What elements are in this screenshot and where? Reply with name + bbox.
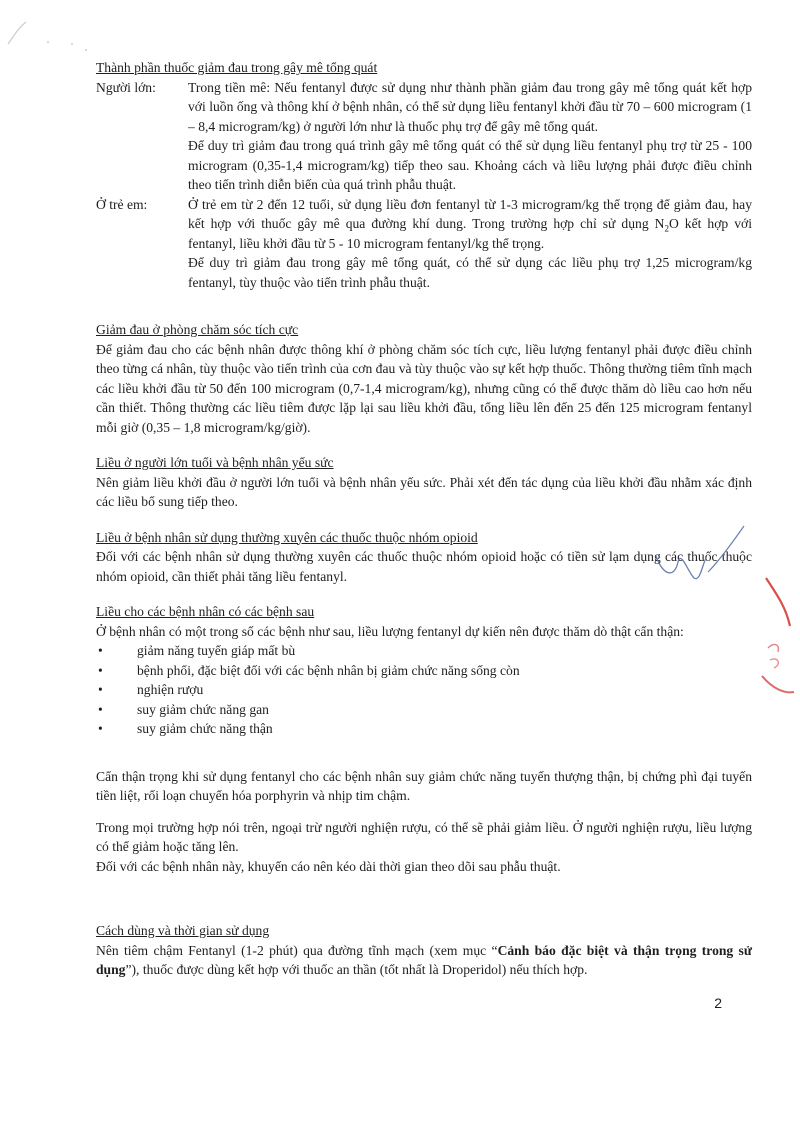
caution-paragraph: Cẩn thận trọng khi sử dụng fentanyl cho các bệnh nhân suy giảm chức năng tuyến thượng thận, bị chứng phì đại tuyến tiền liệt, rối loạn chuyển hóa porphyrin và nhịp tim chậm.: [96, 768, 752, 803]
dose-adjustment-paragraph: Trong mọi trường hợp nói trên, ngoại trừ người nghiện rượu, có thể sẽ phải giảm liều. Ở người nghiện rượu, liều lượng có thể giảm hoặc tăng lên.: [96, 819, 752, 854]
opioid-paragraph: Đối với các bệnh nhân sử dụng thường xuyên các thuốc thuộc nhóm opioid hoặc có tiền sử lạm dụng các thuốc thuộc nhóm opioid, cần thiết phải tăng liều fentanyl.: [96, 549, 752, 584]
elderly-paragraph: Nên giảm liều khởi đầu ở người lớn tuổi và bệnh nhân yếu sức. Phải xét đến tác dụng của liều khởi đầu nhằm xác định các liều bổ sung tiếp theo.: [96, 474, 752, 509]
icu-paragraph: Để giảm đau cho các bệnh nhân được thông khí ở phòng chăm sóc tích cực, liều lượng fentanyl phải được điều chỉnh theo từng cá nhân, tùy thuộc vào tiến trình của cơn đau và tùy thuộc vào sự kết hợp thuốc. Thông thường tiêm tĩnh mạch các liều khởi đầu từ 50 đến 100 microgram (0,7-1,4 microgram/kg), nhưng cũng có thể được thăm dò liều cao hơn nếu cần thiết. Thông thường các liều tiêm được lặp lại sau liều khởi đầu, tổng liều lên đến 25 đến 125 microgram fentanyl mỗi giờ (0,35 – 1,8 microgram/kg/giờ).: [96, 341, 752, 435]
adult-maintenance-paragraph: Để duy trì giảm đau trong quá trình gây mê tổng quát có thể sử dụng liều fentanyl phụ trợ từ 25 - 100 microgram (0,35-1,4 microgram/kg) tiếp theo sau. Khoảng cách và liều lượng phải được điều chỉnh theo tiến trình diễn biến của quá trình phẫu thuật.: [188, 138, 752, 192]
administration-paragraph: Nên tiêm chậm Fentanyl (1-2 phút) qua đường tĩnh mạch (xem mục “Cảnh báo đặc biệt và thận trọng trong sử dụng”), thuốc được dùng kết hợp với thuốc an thần (tốt nhất là Droperidol) nếu thích hợp.: [96, 942, 752, 977]
monitoring-paragraph: Đối với các bệnh nhân này, khuyến cáo nên kéo dài thời gian theo dõi sau phẫu thuật.: [96, 858, 561, 874]
section-heading-icu: Giảm đau ở phòng chăm sóc tích cực: [96, 322, 299, 337]
child-initial-paragraph: Ở trẻ em từ 2 đến 12 tuổi, sử dụng liều đơn fentanyl từ 1-3 microgram/kg thể trọng để giảm đau, hay kết hợp với thuốc gây mê qua đường khí dung. Trong trường hợp chỉ sử dụng $N_2O$ kết hợp với fentanyl, liều khởi đầu từ 5 - 10 microgram fentanyl/kg thể trọng.: [188, 196, 753, 251]
disease-list: [96, 641, 752, 739]
adult-dosage-text: [188, 78, 752, 195]
scan-mark: [6, 14, 96, 54]
child-dosage-row: [96, 195, 752, 293]
stamp-fragment: [756, 572, 800, 712]
section-heading-administration: Cách dùng và thời gian sử dụng: [96, 923, 270, 938]
section-heading-general-anesthesia: Thành phần thuốc giảm đau trong gây mê tổng quát: [96, 60, 378, 75]
section-heading-opioid-users: Liều ở bệnh nhân sử dụng thường xuyên các thuốc thuộc nhóm opioid: [96, 529, 478, 545]
cross-reference-bold: Cảnh báo đặc biệt và thận trọng trong sử dụng: [96, 942, 752, 977]
child-dosage-text: [188, 195, 752, 293]
list-item: • suy giảm chức năng thận: [96, 719, 752, 739]
section-heading-elderly: Liều ở người lớn tuổi và bệnh nhân yếu sức: [96, 455, 334, 470]
child-maintenance-paragraph: Để duy trì giảm đau trong gây mê tổng quát, có thể sử dụng các liều phụ trợ 1,25 microgram/kg fentanyl, tùy thuộc vào tiến trình phẫu thuật.: [188, 255, 752, 290]
section-heading-diseases: Liều cho các bệnh nhân có các bệnh sau: [96, 604, 315, 619]
adult-dosage-row: [96, 78, 752, 195]
child-label: Ở trẻ em:: [96, 196, 148, 212]
list-item: • bệnh phổi, đặc biệt đối với các bệnh nhân bị giảm chức năng sống còn: [96, 661, 752, 681]
handwritten-initials: [648, 522, 748, 584]
diseases-intro-paragraph: Ở bệnh nhân có một trong số các bệnh như sau, liều lượng fentanyl dự kiến nên được thăm dò thật cẩn thận:: [96, 623, 684, 639]
adult-label: Người lớn:: [96, 79, 156, 95]
adult-premedication-paragraph: Trong tiền mê: Nếu fentanyl được sử dụng như thành phần giảm đau trong gây mê tổng quát kết hợp với luồn ống và thông khí ở bệnh nhân, có thể sử dụng liều fentanyl khởi đầu từ 70 – 600 microgram (1 – 8,4 microgram/kg) ở người lớn như là thuốc phụ trợ để gây mê tổng quát.: [188, 79, 752, 134]
list-item: • giảm năng tuyến giáp mất bù: [96, 641, 752, 661]
document-page: [96, 58, 752, 980]
list-item: • suy giảm chức năng gan: [96, 700, 752, 720]
list-item: • nghiện rượu: [96, 680, 752, 700]
page-number: 2: [714, 995, 722, 1011]
